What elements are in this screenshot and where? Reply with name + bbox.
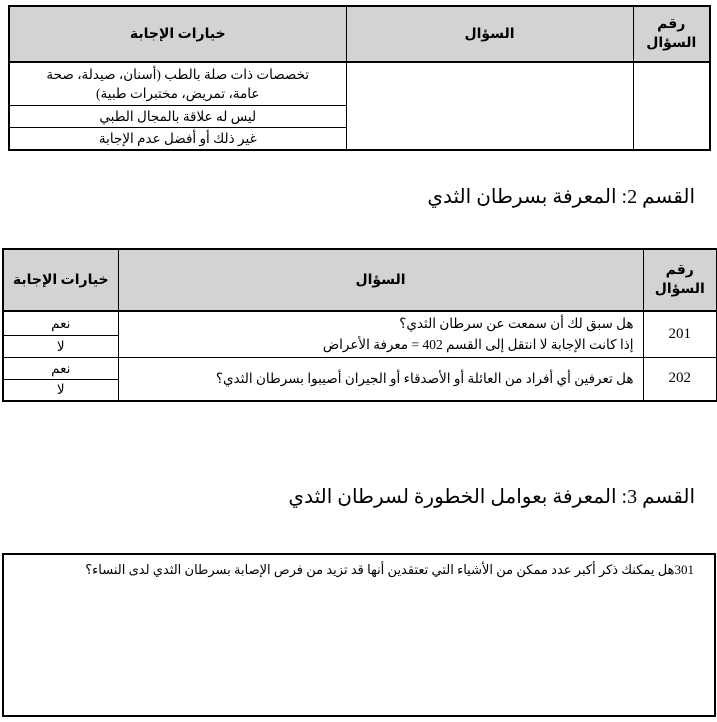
section-3-title: القسم 3: المعرفة بعوامل الخطورة لسرطان الثدي: [288, 486, 695, 508]
question-202-row: [3, 357, 717, 379]
question-number-202: 202: [643, 357, 717, 401]
table1-header-row: [9, 6, 710, 62]
option-201-no: لا: [3, 335, 118, 357]
answer-option-line-2: عامة، تمريض، مختبرات طبية): [96, 85, 260, 101]
option-202-yes: نعم: [3, 357, 118, 379]
table1-row-1: [9, 62, 710, 105]
col-header-answer-options: خيارات الإجابة: [9, 6, 346, 62]
col-header-question: السؤال: [346, 6, 633, 62]
option-201-yes: نعم: [3, 311, 118, 335]
question-301-box: [2, 553, 716, 717]
answer-option-not-medical: ليس له علاقة بالمجال الطبي: [9, 105, 346, 127]
question-cell-empty: [346, 62, 633, 150]
section-2-title: القسم 2: المعرفة بسرطان الثدي: [427, 186, 695, 208]
question-number-cell-empty: [633, 62, 710, 150]
answer-option-line-1: تخصصات ذات صلة بالطب (أسنان، صيدلة، صحة: [46, 66, 310, 82]
question-301-text: 301هل يمكنك ذكر أكبر عدد ممكن من الأشياء التي تعتقدين أنها قد تزيد من فرص الإصابة بسرطان الثدي لدى النساء؟: [85, 562, 694, 577]
col-header-question-number: رقم السؤال: [633, 6, 710, 62]
answer-options-table: [8, 5, 711, 151]
option-202-no: لا: [3, 379, 118, 401]
question-201-text: [118, 311, 643, 357]
answer-option-other: غير ذلك أو أفضل عدم الإجابة: [9, 127, 346, 150]
question-201-line-2: إذا كانت الإجابة لا انتقل إلى القسم 402 = معرفة الأعراض: [322, 337, 634, 353]
question-201-row: [3, 311, 717, 335]
col-header-answer-options: خيارات الإجابة: [3, 249, 118, 311]
answer-option-medical-specialties: [9, 62, 346, 105]
col-header-question: السؤال: [118, 249, 643, 311]
breast-cancer-knowledge-table: [2, 248, 717, 402]
question-number-201: 201: [643, 311, 717, 357]
table2-header-row: [3, 249, 717, 311]
question-201-line-1: هل سبق لك أن سمعت عن سرطان الثدي؟: [399, 316, 634, 332]
question-202-text: هل تعرفين أي أفراد من العائلة أو الأصدقاء أو الجيران أصيبوا بسرطان الثدي؟: [118, 357, 643, 401]
col-header-question-number: رقم السؤال: [643, 249, 717, 311]
